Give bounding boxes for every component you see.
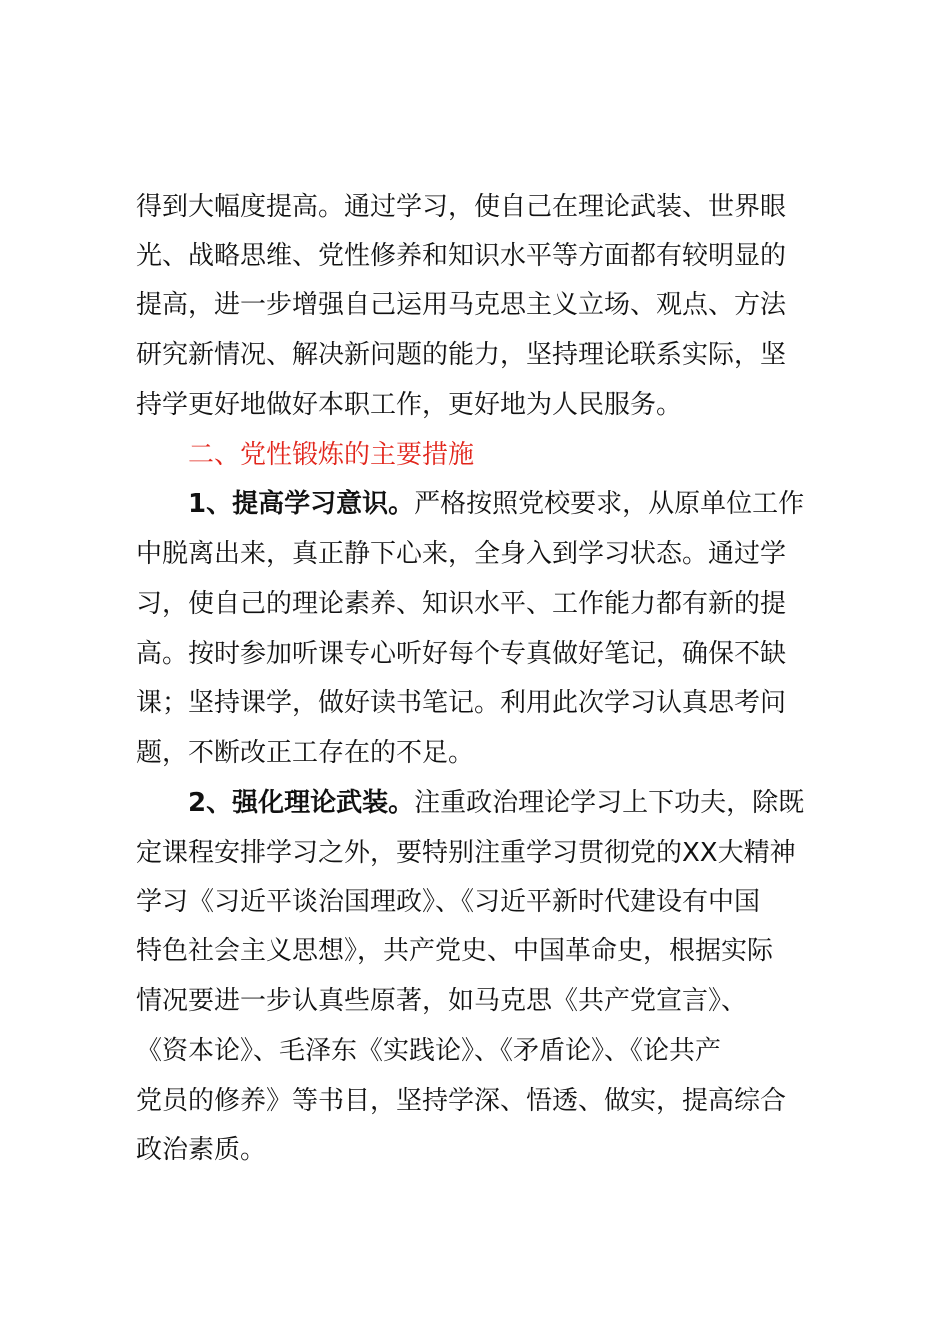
paragraph-line: 中脱离出来，真正静下心来，全身入到学习状态。通过学 [136, 539, 787, 569]
item-1-text: 严格按照党校要求，从原单位工作 [414, 489, 805, 519]
paragraph-line: 党员的修养》等书目，坚持学深、悟透、做实，提高综合 [136, 1086, 787, 1116]
paragraph-line: 习，使自己的理论素养、知识水平、工作能力都有新的提 [136, 589, 787, 619]
paragraph-line: 特色社会主义思想》，共产党史、中国革命史，根据实际 [136, 936, 774, 966]
item-1-first-line [188, 487, 804, 521]
paragraph-line: 提高，进一步增强自己运用马克思主义立场、观点、方法 [136, 290, 787, 320]
paragraph-line: 学习《习近平谈治国理政》、《习近平新时代建设有中国 [136, 887, 761, 917]
paragraph-line: 定课程安排学习之外，要特别注重学习贯彻党的XX大精神 [136, 838, 796, 868]
paragraph-line: 政治素质。 [136, 1135, 267, 1165]
item-1-title: 1、提高学习意识。 [188, 489, 415, 519]
paragraph-line: 情况要进一步认真些原著，如马克思《共产党宣言》、 [136, 986, 748, 1016]
paragraph-line: 题，不断改正工存在的不足。 [136, 738, 475, 768]
section-heading: 二、党性锻炼的主要措施 [188, 440, 475, 470]
paragraph-line: 光、战略思维、党性修养和知识水平等方面都有较明显的 [136, 241, 787, 271]
paragraph-line: 高。按时参加听课专心听好每个专真做好笔记，确保不缺 [136, 639, 787, 669]
paragraph-line: 研究新情况、解决新问题的能力，坚持理论联系实际，坚 [136, 340, 787, 370]
paragraph-line: 持学更好地做好本职工作，更好地为人民服务。 [136, 390, 683, 420]
item-2-title: 2、强化理论武装。 [188, 788, 415, 818]
item-2-first-line [188, 786, 804, 820]
paragraph-line: 课；坚持课学，做好读书笔记。利用此次学习认真思考问 [136, 688, 787, 718]
item-2-text: 注重政治理论学习上下功夫，除既 [414, 788, 805, 818]
paragraph-line: 得到大幅度提高。通过学习，使自己在理论武装、世界眼 [136, 192, 787, 222]
paragraph-line: 《资本论》、毛泽东《实践论》、《矛盾论》、《论共产 [136, 1036, 722, 1066]
